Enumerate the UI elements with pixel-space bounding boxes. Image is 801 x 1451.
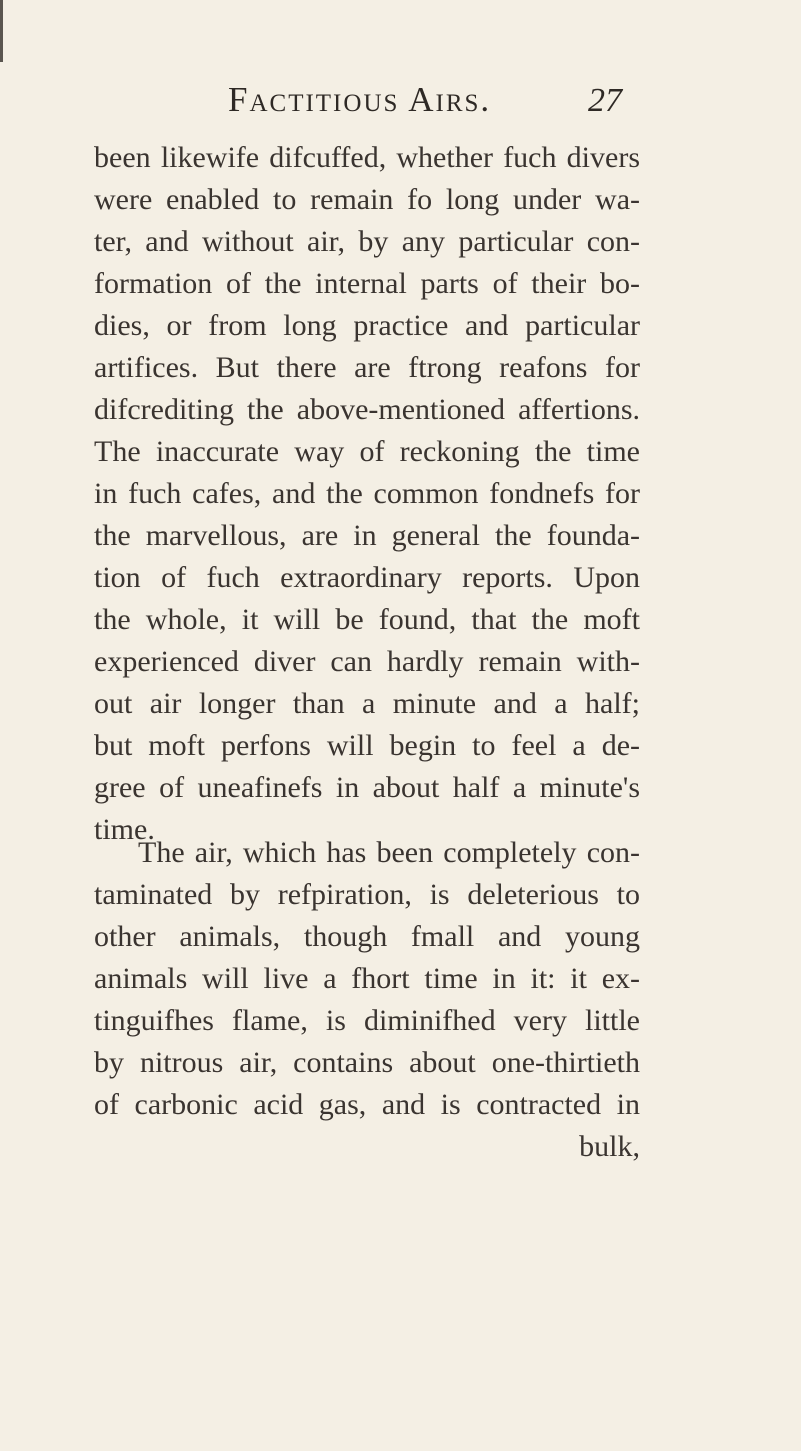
text-line: animals will live a fhort time in it: it ex- (94, 962, 640, 995)
text-line: taminated by refpiration, is deleterious to (94, 878, 640, 911)
text-line: the whole, it will be found, that the moft (94, 603, 640, 636)
text-line: but moft perfons will begin to feel a de- (94, 729, 640, 762)
text-line: difcrediting the above-mentioned affertions. (94, 393, 640, 426)
text-line: been likewife difcuffed, whether fuch divers (94, 141, 640, 174)
text-line: gree of uneafinefs in about half a minute's (94, 771, 640, 804)
text-line: experienced diver can hardly remain with- (94, 645, 640, 678)
page-edge-shadow (0, 0, 3, 62)
text-line: formation of the internal parts of their bo- (94, 267, 640, 300)
paragraph-1 (94, 137, 640, 851)
text-line: the marvellous, are in general the founda- (94, 519, 640, 552)
text-line: were enabled to remain fo long under wa- (94, 183, 640, 216)
text-line: dies, or from long practice and particular (94, 309, 640, 342)
text-line: tion of fuch extraordinary reports. Upon (94, 561, 640, 594)
catchword: bulk, (579, 1130, 640, 1163)
running-head (0, 70, 801, 120)
text-line: The inaccurate way of reckoning the time (94, 435, 640, 468)
text-line: tinguifhes flame, is diminifhed very little (94, 1004, 640, 1037)
text-line: time. (94, 813, 155, 846)
text-line: other animals, though fmall and young (94, 920, 640, 953)
text-line: The air, which has been completely con- (138, 836, 640, 869)
text-line: of carbonic acid gas, and is contracted in (94, 1088, 640, 1121)
page-number: 27 (588, 82, 622, 119)
text-line: out air longer than a minute and a half; (94, 687, 640, 720)
paragraph-2 (94, 832, 640, 1168)
text-line: in fuch cafes, and the common fondnefs for (94, 477, 640, 510)
running-head-title: Factitious Airs. (228, 80, 492, 119)
text-line: ter, and without air, by any particular con- (94, 225, 640, 258)
text-line: by nitrous air, contains about one-thirtieth (94, 1046, 640, 1079)
text-line: artifices. But there are ftrong reafons for (94, 351, 640, 384)
